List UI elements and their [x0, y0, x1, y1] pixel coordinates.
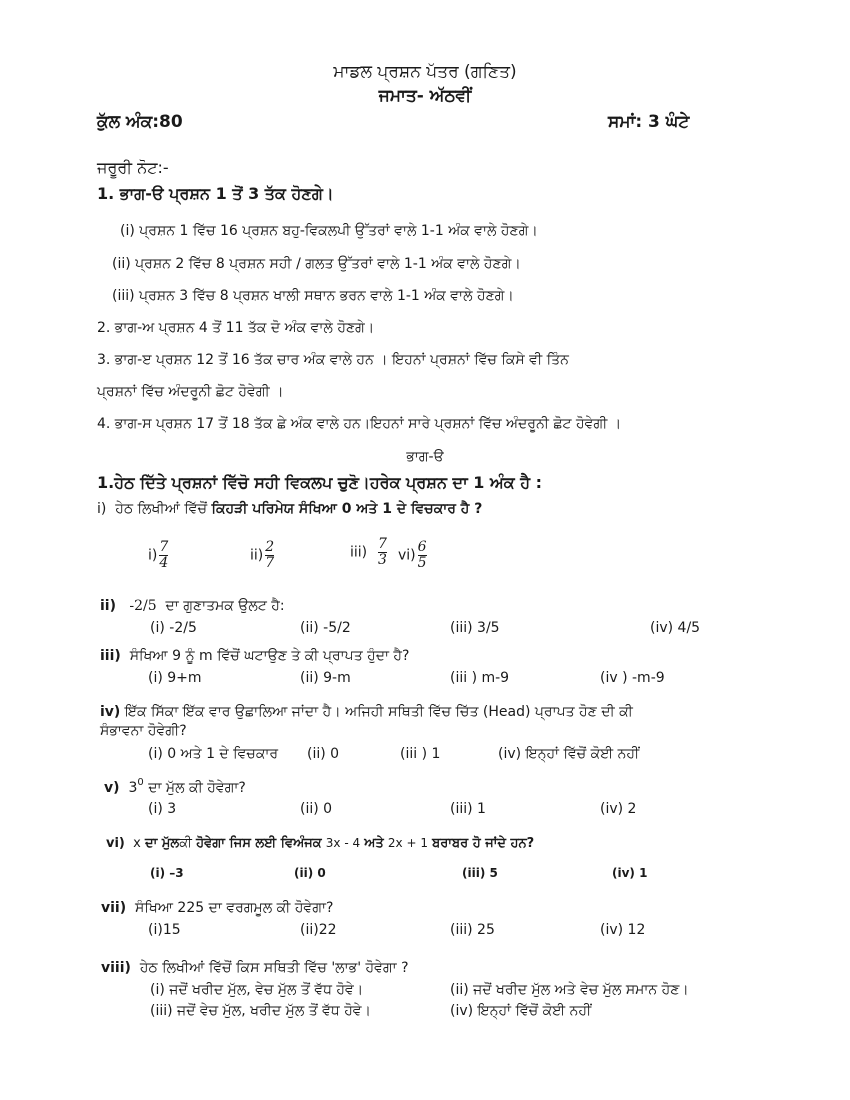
note-2: 2. ਭਾਗ-ਅ ਪ੍ਰਸ਼ਨ 4 ਤੋਂ 11 ਤੱਕ ਦੋ ਅੰਕ ਵਾਲੇ ਹੋਣਗੇ। — [97, 320, 375, 336]
section-instruction: 1.ਹੇਠ ਦਿੱਤੇ ਪ੍ਰਸ਼ਨਾਂ ਵਿੱਚੋ ਸਹੀ ਵਿਕਲਪ ਚੁਣੋ।ਹਰੇਕ ਪ੍ਰਸ਼ਨ ਦਾ 1 ਅੰਕ ਹੈ : — [97, 473, 542, 492]
option-2: ii) $\frac{2}{7}$ — [250, 539, 275, 571]
option-3: (iii) 5 — [462, 866, 498, 880]
question-8 — [101, 960, 409, 976]
option-2: (ii) 0 — [294, 866, 326, 880]
option-4: (iv) 12 — [600, 922, 646, 938]
question-6: vi) x ਦਾ ਮੁੱਲਕੀ ਹੋਵੇਗਾ ਜਿਸ ਲਈ ਵਿਅੰਜਕ 3x - 4 ਅਤੇ 2x + 1 ਬਰਾਬਰ ਹੋ ਜਾਂਦੇ ਹਨ? — [106, 836, 535, 851]
option-4: (iv) ਇਨ੍ਹਾਂ ਵਿੱਚੋਂ ਕੋਈ ਨਹੀਂ — [450, 1003, 592, 1019]
option-2: (ii) ਜਦੋਂ ਖਰੀਦ ਮੁੱਲ ਅਤੇ ਵੇਚ ਮੁੱਲ ਸਮਾਨ ਹੋਣ। — [450, 982, 689, 998]
option-4: (iv) ਇਨ੍ਹਾਂ ਵਿੱਚੋਂ ਕੋਈ ਨਹੀਂ — [498, 746, 640, 762]
fraction: $\frac{7}{3}$ — [378, 536, 387, 568]
option-3: (iii) 3/5 — [450, 620, 500, 636]
question-4-line2: ਸੰਭਾਵਨਾ ਹੋਵੇਗੀ? — [100, 723, 187, 739]
option-4: (iv) 4/5 — [650, 620, 701, 636]
option-4: (iv ) -m-9 — [600, 670, 665, 686]
question-2 — [100, 598, 285, 614]
option-3: (iii) ਜਦੋਂ ਵੇਚ ਮੁੱਲ, ਖਰੀਦ ਮੁੱਲ ਤੋਂ ਵੱਧ ਹੋਵੇ। — [150, 1003, 371, 1019]
question-text: ਦਾ ਗੁਣਾਤਮਕ ਉਲਟ ਹੈ: — [165, 598, 285, 614]
option-2: (ii)22 — [300, 922, 337, 938]
option-2: (ii) 0 — [300, 801, 333, 817]
option-3: (iii ) 1 — [400, 746, 441, 762]
option-4: (iv) 2 — [600, 801, 637, 817]
fraction: $\frac{6}{5}$ — [417, 539, 427, 571]
question-number: i) — [97, 501, 107, 517]
question-number: v) — [104, 780, 120, 796]
fraction: $\frac{2}{7}$ — [265, 539, 275, 571]
option-1: (i)15 — [148, 922, 181, 938]
question-number: vii) — [101, 900, 127, 916]
question-text: ਸੰਖਿਆ 225 ਦਾ ਵਰਗਮੂਲ ਕੀ ਹੋਵੇਗਾ? — [135, 900, 334, 916]
question-7 — [101, 900, 333, 916]
option-2: (ii) 9-m — [300, 670, 351, 686]
note-1: 1. ਭਾਗ-ੳ ਪ੍ਰਸ਼ਨ 1 ਤੋਂ 3 ਤੱਕ ਹੋਣਗੇ। — [97, 184, 334, 203]
note-1-iii: (iii) ਪ੍ਰਸ਼ਨ 3 ਵਿੱਚ 8 ਪ੍ਰਸ਼ਨ ਖਾਲੀ ਸਥਾਨ ਭਰਨ ਵਾਲੇ 1-1 ਅੰਕ ਵਾਲੇ ਹੋਣਗੇ। — [112, 288, 514, 304]
option-3: (iii) 1 — [450, 801, 486, 817]
question-text: ਇੱਕ ਸਿੱਕਾ ਇੱਕ ਵਾਰ ਉਛਾਲਿਆ ਜਾਂਦਾ ਹੈ। ਅਜਿਹੀ ਸਥਿਤੀ ਵਿੱਚ ਚਿੱਤ (Head) ਪ੍ਰਾਪਤ ਹੋਣ ਦੀ ਕੀ — [124, 704, 633, 720]
option-1: (i) 3 — [148, 801, 177, 817]
question-1 — [97, 501, 482, 517]
option-1: (i) ਜਦੋਂ ਖਰੀਦ ਮੁੱਲ, ਵੇਚ ਮੁੱਲ ਤੋਂ ਵੱਧ ਹੋਵੇ। — [150, 982, 364, 998]
option-2: (ii) -5/2 — [300, 620, 351, 636]
option-3: iii) $\frac{7}{3}$ — [350, 536, 387, 568]
question-text: ਦਾ ਮੁੱਲ ਕੀ ਹੋਵੇਗਾ? — [148, 780, 246, 796]
question-5 — [104, 777, 246, 796]
time-allowed: ਸਮਾਂ: 3 ਘੰਟੇ — [608, 112, 690, 132]
expression: -2/5 — [129, 598, 157, 614]
option-3: (iii ) m-9 — [450, 670, 510, 686]
option-1: (i) 0 ਅਤੇ 1 ਦੇ ਵਿਚਕਾਰ — [148, 746, 279, 762]
option-1: (i) 9+m — [148, 670, 202, 686]
total-marks: ਕੁੱਲ ਅੰਕ:80 — [97, 112, 183, 132]
option-1: (i) -2/5 — [150, 620, 197, 636]
exponent: 0 — [137, 777, 144, 788]
section-title: ਭਾਗ-ੳ — [406, 449, 444, 465]
option-3: (iii) 25 — [450, 922, 495, 938]
notes-heading: ਜਰੂਰੀ ਨੋਟ:- — [97, 158, 169, 177]
question-text-bold: ਕਿਹੜੀ ਪਰਿਮੇਯ ਸੰਖਿਆ 0 ਅਤੇ 1 ਦੇ ਵਿਚਕਾਰ ਹੈ ? — [211, 501, 483, 517]
question-number: iv) — [100, 704, 121, 720]
note-1-ii: (ii) ਪ੍ਰਸ਼ਨ 2 ਵਿੱਚ 8 ਪ੍ਰਸ਼ਨ ਸਹੀ / ਗਲਤ ਉੱਤਰਾਂ ਵਾਲੇ 1-1 ਅੰਕ ਵਾਲੇ ਹੋਣਗੇ। — [112, 256, 521, 272]
question-number: ii) — [100, 598, 116, 614]
option-2: (ii) 0 — [307, 746, 340, 762]
class-label: ਜਮਾਤ- ਅੱਠਵੀਂ — [378, 86, 472, 106]
question-number: iii) — [100, 648, 121, 664]
paper-title: ਮਾਡਲ ਪ੍ਰਸ਼ਨ ਪੱਤਰ (ਗਣਿਤ) — [333, 62, 517, 82]
question-number: vi) — [106, 836, 125, 851]
question-text: ਸੰਖਿਆ 9 ਨੂੰ m ਵਿੱਚੋਂ ਘਟਾਉਣ ਤੇ ਕੀ ਪ੍ਰਾਪਤ ਹੁੰਦਾ ਹੈ? — [129, 648, 410, 664]
option-4: (iv) 1 — [612, 866, 648, 880]
question-number: viii) — [101, 960, 131, 976]
question-text: ਹੇਠ ਲਿਖੀਆਂ ਵਿੱਚੋਂ ਕਿਸ ਸਥਿਤੀ ਵਿੱਚ 'ਲਾਭ' ਹੋਵੇਗਾ ? — [139, 960, 409, 976]
note-3-line2: ਪ੍ਰਸ਼ਨਾਂ ਵਿੱਚ ਅੰਦਰੂਨੀ ਛੋਟ ਹੋਵੇਗੀ । — [97, 384, 284, 400]
fraction: $\frac{7}{4}$ — [159, 539, 169, 571]
question-text: ਹੇਠ ਲਿਖੀਆਂ ਵਿੱਚੋਂ — [115, 501, 208, 517]
option-1: i) $\frac{7}{4}$ — [148, 539, 169, 571]
base: 3 — [128, 780, 138, 796]
question-4-line1 — [100, 704, 633, 720]
question-3 — [100, 648, 409, 664]
note-1-i: (i) ਪ੍ਰਸ਼ਨ 1 ਵਿੱਚ 16 ਪ੍ਰਸ਼ਨ ਬਹੁ-ਵਿਕਲਪੀ ਉੱਤਰਾਂ ਵਾਲੇ 1-1 ਅੰਕ ਵਾਲੇ ਹੋਣਗੇ। — [120, 223, 538, 239]
note-4: 4. ਭਾਗ-ਸ ਪ੍ਰਸ਼ਨ 17 ਤੋਂ 18 ਤੱਕ ਛੇ ਅੰਕ ਵਾਲੇ ਹਨ।ਇਹਨਾਂ ਸਾਰੇ ਪ੍ਰਸ਼ਨਾਂ ਵਿੱਚ ਅੰਦਰੂਨੀ ਛੋਟ ਹੋਵੇਗੀ । — [97, 416, 622, 432]
option-4: vi) $\frac{6}{5}$ — [398, 539, 427, 571]
option-1: (i) –3 — [150, 866, 184, 880]
note-3-line1: 3. ਭਾਗ-ੲ ਪ੍ਰਸ਼ਨ 12 ਤੋਂ 16 ਤੱਕ ਚਾਰ ਅੰਕ ਵਾਲੇ ਹਨ । ਇਹਨਾਂ ਪ੍ਰਸ਼ਨਾਂ ਵਿੱਚ ਕਿਸੇ ਵੀ ਤਿੰਨ — [97, 352, 569, 368]
